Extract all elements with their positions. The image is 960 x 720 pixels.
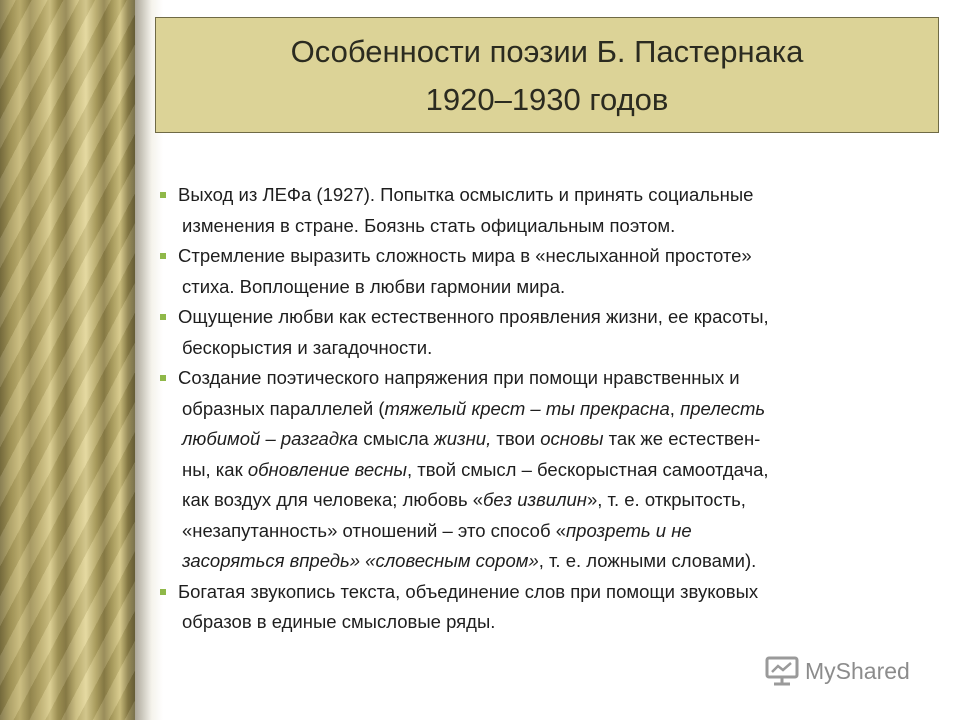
text-segment: ны, как: [182, 458, 248, 480]
text-segment: как воздух для человека; любовь «: [182, 489, 484, 510]
bullet-marker-icon: [160, 253, 166, 259]
text-segment: изменения в стране. Боязнь стать официальным поэтом.: [182, 214, 676, 236]
text-segment: образов в единые смысловые ряды.: [182, 611, 496, 632]
text-segment: Ощущение любви как естественного проявления жизни, ее красоты,: [178, 306, 769, 327]
bullet-line: [178, 241, 948, 272]
bullet-line: [178, 455, 948, 486]
text-segment: образных параллелей (: [182, 397, 385, 419]
text-segment: Богатая звукопись текста, объединение слов при помощи звуковых: [178, 580, 759, 602]
italic-text: прелесть: [680, 397, 766, 419]
text-segment: Выход из ЛЕФа (1927). Попытка осмыслить и принять социальные: [178, 184, 754, 205]
bullet-marker-icon: [160, 192, 166, 198]
bullet-line: [178, 485, 948, 516]
slide-subtitle: 1920–1930 годов: [425, 82, 669, 117]
italic-text: обновление весны: [247, 458, 408, 480]
bullet-line: [178, 577, 948, 608]
bullet-line: [178, 424, 948, 455]
bullet-line: [178, 302, 948, 333]
text-segment: бескорыстия и загадочности.: [182, 336, 433, 358]
text-segment: Создание поэтического напряжения при помощи нравственных и: [178, 367, 740, 388]
bullet-line: [178, 272, 948, 303]
text-segment: ,: [669, 397, 681, 419]
text-segment: », т. е. открытость,: [586, 489, 746, 510]
decorative-gold-stripe: [0, 0, 135, 720]
text-segment: так же естествен-: [603, 428, 761, 449]
title-box: [155, 17, 939, 133]
text-segment: смысла: [358, 428, 434, 449]
italic-text: основы: [540, 428, 604, 449]
watermark-logo: [765, 656, 910, 686]
bullet-line: [178, 333, 948, 364]
italic-text: засоряться впредь» «словесным сором»: [182, 550, 539, 571]
italic-text: любимой – разгадка: [182, 428, 359, 449]
bullet-line: [178, 394, 948, 425]
text-segment: «незапутанность» отношений – это способ «: [182, 519, 566, 541]
italic-text: без извилин: [483, 489, 587, 510]
italic-text: жизни,: [433, 428, 492, 449]
bullet-line: [178, 211, 948, 242]
bullet-item: [158, 241, 948, 302]
italic-text: прозреть и не: [566, 519, 692, 541]
bullet-line: [178, 363, 948, 394]
bullet-item: [158, 302, 948, 363]
bullet-item: [158, 180, 948, 241]
bullet-line: [178, 607, 948, 638]
slide-title: Особенности поэзии Б. Пастернака: [290, 34, 804, 69]
bullet-marker-icon: [160, 589, 166, 595]
bullet-line: [178, 546, 948, 577]
bullet-item: [158, 363, 948, 577]
bullet-line: [178, 180, 948, 211]
bullet-marker-icon: [160, 314, 166, 320]
watermark-text: MyShared: [805, 657, 910, 684]
bullet-line: [178, 516, 948, 547]
italic-text: тяжелый крест – ты прекрасна: [384, 397, 670, 419]
text-segment: Стремление выразить сложность мира в «неслыханной простоте»: [178, 245, 752, 266]
text-segment: , твой смысл – бескорыстная самоотдача,: [407, 458, 769, 480]
presentation-board-icon: [765, 656, 799, 686]
bullet-list: [158, 180, 948, 638]
bullet-marker-icon: [160, 375, 166, 381]
text-segment: твои: [491, 428, 541, 449]
text-segment: стиха. Воплощение в любви гармонии мира.: [182, 275, 566, 297]
bullet-item: [158, 577, 948, 638]
text-segment: , т. е. ложными словами).: [538, 550, 757, 571]
